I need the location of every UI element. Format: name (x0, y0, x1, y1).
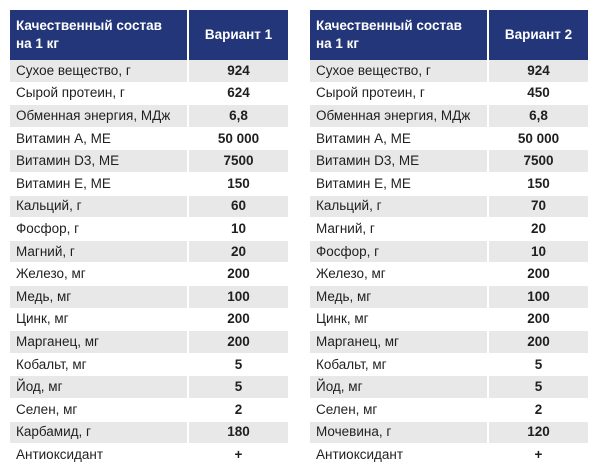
table-row (310, 376, 588, 399)
table-row (310, 150, 588, 173)
row-label: Сырой протеин, г (310, 82, 488, 105)
row-value: 450 (488, 82, 588, 105)
row-value: 10 (188, 218, 288, 241)
table-row (10, 421, 288, 444)
row-value: 180 (188, 421, 288, 444)
row-label: Марганец, мг (310, 331, 488, 354)
table-header-row (310, 10, 588, 60)
row-value: 2 (488, 398, 588, 421)
row-label: Мочевина, г (310, 421, 488, 444)
row-label: Фосфор, г (310, 240, 488, 263)
row-value: 200 (188, 263, 288, 286)
table-row (310, 172, 588, 195)
table-row (310, 421, 588, 444)
row-value: 50 000 (188, 127, 288, 150)
row-label: Кобальт, мг (10, 353, 188, 376)
composition-table-variant-2 (310, 10, 588, 467)
table-body (310, 60, 588, 466)
row-label: Обменная энергия, МДж (10, 105, 188, 128)
table-row (310, 218, 588, 241)
row-label: Селен, мг (310, 398, 488, 421)
table-row (10, 376, 288, 399)
row-label: Антиоксидант (310, 444, 488, 467)
row-value: 6,8 (188, 105, 288, 128)
row-label: Фосфор, г (10, 218, 188, 241)
row-value: 200 (188, 308, 288, 331)
row-value: 200 (488, 331, 588, 354)
row-value: 5 (188, 353, 288, 376)
table-row (10, 172, 288, 195)
column-header-composition: Качественный состав на 1 кг (310, 10, 488, 60)
column-header-composition: Качественный состав на 1 кг (10, 10, 188, 60)
row-value: 924 (488, 60, 588, 82)
row-value: 5 (488, 376, 588, 399)
table-body (10, 60, 288, 466)
row-label: Магний, г (10, 240, 188, 263)
table-row (310, 353, 588, 376)
row-value: 150 (488, 172, 588, 195)
row-label: Сухое вещество, г (310, 60, 488, 82)
row-label: Кальций, г (310, 195, 488, 218)
table-row (10, 398, 288, 421)
row-value: 20 (488, 218, 588, 241)
row-value: 50 000 (488, 127, 588, 150)
row-value: 7500 (188, 150, 288, 173)
row-label: Кобальт, мг (310, 353, 488, 376)
column-header-variant: Вариант 2 (488, 10, 588, 60)
table-row (10, 105, 288, 128)
table-row (10, 353, 288, 376)
table-row (10, 331, 288, 354)
table-row (10, 240, 288, 263)
row-label: Витамин Е, МЕ (10, 172, 188, 195)
table-row (310, 240, 588, 263)
row-value: 5 (188, 376, 288, 399)
table-row (10, 195, 288, 218)
row-label: Цинк, мг (310, 308, 488, 331)
row-value: 624 (188, 82, 288, 105)
table-row (310, 82, 588, 105)
row-value: 120 (488, 421, 588, 444)
row-label: Железо, мг (10, 263, 188, 286)
row-label: Медь, мг (10, 285, 188, 308)
table-row (10, 60, 288, 82)
row-value: 6,8 (488, 105, 588, 128)
table-row (310, 263, 588, 286)
row-label: Магний, г (310, 218, 488, 241)
row-label: Марганец, мг (10, 331, 188, 354)
table-row (310, 60, 588, 82)
row-value: 100 (188, 285, 288, 308)
table-row (310, 285, 588, 308)
row-value: 200 (488, 308, 588, 331)
row-label: Сухое вещество, г (10, 60, 188, 82)
table-row (10, 285, 288, 308)
row-value: 60 (188, 195, 288, 218)
row-value: 2 (188, 398, 288, 421)
row-label: Карбамид, г (10, 421, 188, 444)
row-label: Цинк, мг (10, 308, 188, 331)
row-value: + (488, 444, 588, 467)
table-row (10, 82, 288, 105)
row-value: 150 (188, 172, 288, 195)
row-label: Селен, мг (10, 398, 188, 421)
row-label: Сырой протеин, г (10, 82, 188, 105)
row-label: Витамин D3, МЕ (310, 150, 488, 173)
row-label: Обменная энергия, МДж (310, 105, 488, 128)
row-value: 924 (188, 60, 288, 82)
row-label: Витамин D3, МЕ (10, 150, 188, 173)
row-value: 100 (488, 285, 588, 308)
row-value: + (188, 444, 288, 467)
table-row (10, 444, 288, 467)
table-row (310, 308, 588, 331)
row-label: Витамин Е, МЕ (310, 172, 488, 195)
table-row (310, 398, 588, 421)
table-row (310, 127, 588, 150)
table-row (10, 308, 288, 331)
row-label: Йод, мг (10, 376, 188, 399)
row-label: Антиоксидант (10, 444, 188, 467)
row-value: 7500 (488, 150, 588, 173)
row-label: Кальций, г (10, 195, 188, 218)
row-label: Витамин А, МЕ (310, 127, 488, 150)
column-header-variant: Вариант 1 (188, 10, 288, 60)
table-row (10, 150, 288, 173)
table-row (310, 331, 588, 354)
table-row (310, 105, 588, 128)
row-value: 200 (188, 331, 288, 354)
row-value: 20 (188, 240, 288, 263)
row-value: 10 (488, 240, 588, 263)
table-row (10, 127, 288, 150)
row-label: Железо, мг (310, 263, 488, 286)
row-value: 5 (488, 353, 588, 376)
composition-table-variant-1 (10, 10, 288, 467)
table-header-row (10, 10, 288, 60)
row-value: 200 (488, 263, 588, 286)
table-row (310, 195, 588, 218)
table-row (10, 263, 288, 286)
row-label: Йод, мг (310, 376, 488, 399)
row-label: Витамин А, МЕ (10, 127, 188, 150)
row-label: Медь, мг (310, 285, 488, 308)
table-row (310, 444, 588, 467)
table-row (10, 218, 288, 241)
row-value: 70 (488, 195, 588, 218)
